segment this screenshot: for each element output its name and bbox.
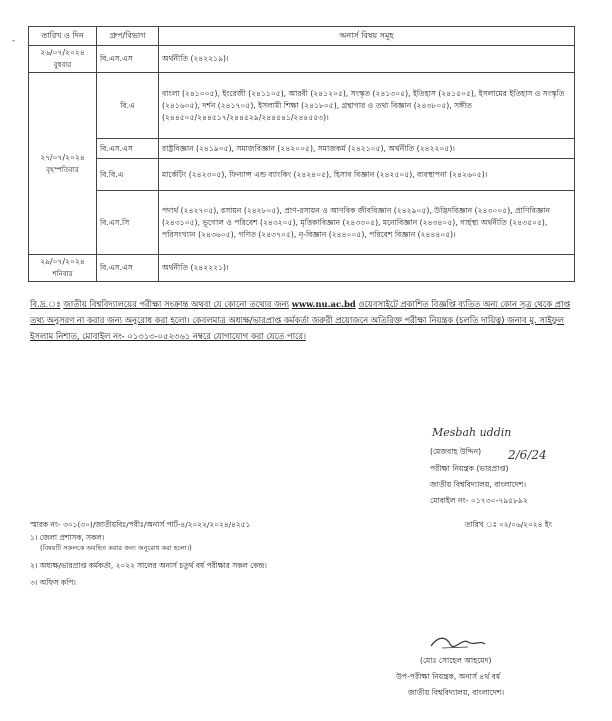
weekday: শনিবার <box>52 270 73 278</box>
note-text-b: ওয়েবসাইটে প্রকাশিত বিজ্ঞপ্তি ব্যতিত অন্য কোন সূত্র থেকে প্রাপ্ত তথ্য অনুসরণ না করার জন্য অনুরোধ করা হলো। কেবলমাত্র অধ্যক্ষ/ভারপ্রাপ্ত কর্মকর্তা জরুরী প্রয়োজনে অতিরিক্ত পরীক্ষা নিয়ন্ত্রক (চলতি দায়িত্ব) জনাব মু. সাইফুল ইসলাম নিশাত, মোবাইল নং- ০১৩১৩-০৫২৩৬১ নম্বরে যোগাযোগ করা যেতে পারে। <box>30 299 571 341</box>
corner-mark: - <box>12 36 15 45</box>
date: ২৭/০৭/২০২৪ <box>40 152 85 162</box>
table-row <box>29 255 575 282</box>
signatory2-title: উপ-পরীক্ষা নিয়ন্ত্রক, অনার্স ৪র্থ বর্ষ <box>396 672 501 681</box>
signature-date: 2/6/24 <box>508 448 547 462</box>
group-cell: বি.এস.এস <box>97 46 159 73</box>
header-date: তারিখ ও দিন <box>29 27 97 46</box>
table-row <box>29 159 575 191</box>
subjects-cell: বাংলা (২৪১০০৫), ইংরেজী (২৪১১০৫), আরবী (২৪১২০৫), সংস্কৃত (২৪১৩০৫), ইতিহাস (২৪১৫০৫), ইসলামের ইতিহাস ও সংস্কৃতি (২৪১৬০৫), দর্শন (২৪১৭০৫), ইসলামী শিক্ষা (২৪১৮০৫), গ্রন্থাগার ও তথ্য বিজ্ঞান (২৪৩৮০৫), সঙ্গীত (২৪৪৫০৫/২৪৪৫১৭/২৪৪৫২৯/২৪৪৫৪১/২৪৪৫৫৩)। <box>159 73 575 139</box>
table-header-row <box>29 27 575 46</box>
group-cell: বি.এস.এস <box>97 139 159 159</box>
date: ২৯/০৭/২০২৪ <box>40 257 85 266</box>
date-cell <box>29 46 97 73</box>
note-text-a: জাতীয় বিশ্ববিদ্যালয়ের পরীক্ষা সংক্রান্ত অথবা যে কোনো তথ্যের জন্য <box>63 299 290 309</box>
group-cell: বি.এস.সি <box>97 191 159 255</box>
group-cell: বি.বি.এ <box>97 159 159 191</box>
list-item-note: (বিষয়টি সকলকে অবহিত করার জন্য অনুরোধ করা হলো।) <box>40 544 192 552</box>
subjects-cell: অর্থনীতি (২৪২২১৯)। <box>159 46 575 73</box>
website-link[interactable]: www.nu.ac.bd <box>291 299 356 309</box>
notice-paragraph <box>30 296 582 344</box>
date-cell <box>29 255 97 282</box>
header-subjects: অনার্স বিষয় সমূহ <box>159 27 575 46</box>
note-prefix: বি.দ্র.ঃ <box>30 299 61 309</box>
date: ২৬/০৭/২০২৪ <box>40 48 85 57</box>
signatory1-org: জাতীয় বিশ্ববিদ্যালয়, বাংলাদেশ। <box>430 480 527 489</box>
signatory2-org: জাতীয় বিশ্ববিদ্যালয়, বাংলাদেশ। <box>408 688 505 697</box>
memo-reference: স্মারক নং- ৩০১(৩০)/জাতীয়বিঃ/পরীঃ/অনার্স পার্ট-৪/২০২২/২০২৪/৪২৫১ <box>30 520 251 529</box>
group-cell: বি.এ <box>97 73 159 139</box>
subjects-cell: অর্থনীতি (২৪২২২১)। <box>159 255 575 282</box>
memo-date: তারিখ ঃ ০২/০৬/২০২৪ ইং <box>465 520 552 529</box>
signatory1-name: (মেজবাহ উদ্দিন) <box>430 447 482 456</box>
group-cell: বি.এস.এস <box>97 255 159 282</box>
table-row <box>29 191 575 255</box>
signatory1-mobile: মোবাইল নং- ০১৭৩০-৭৯৫৮৯২ <box>430 496 528 505</box>
subjects-cell: মার্কেটিং (২৪২৩০৫), ফিন্যান্স এন্ড ব্যাংকিং (২৪২৪০৫), হিসাব বিজ্ঞান (২৪২৫০৫), ব্যবস্থাপনা (২৪২৬০৫)। <box>159 159 575 191</box>
table-row <box>29 46 575 73</box>
list-item: ৩। অফিস কপি। <box>30 578 76 587</box>
signatory1-title: পরীক্ষা নিয়ন্ত্রক (ভারপ্রাপ্ত) <box>430 464 509 473</box>
distribution-list <box>30 532 590 588</box>
list-item: ১। জেলা প্রশাসক, সকল। <box>30 533 105 542</box>
subjects-cell: পদার্থ (২৪২৭০৫), রসায়ন (২৪২৮০৫), প্রাণ-রসায়ন ও আণবিক জীববিজ্ঞান (২৪২৯০৫), উদ্ভিদবিজ্ঞান (২৪৩০০৫), প্রাণিবিজ্ঞান (২৪৩১০৫), ভূগোল ও পরিবেশ (২৪৩২০৫), মৃত্তিকাবিজ্ঞান (২৪৩৩০৫), মনোবিজ্ঞান (২৪৩৪০৫), গার্হস্থ্য অর্থনীতি (২৪৩৫০৫), পরিসংখ্যান (২৪৩৬০৫), গণিত (২৪৩৭০৫), নৃ-বিজ্ঞান (২৪৪০০৫), পরিবেশ বিজ্ঞান (২৪৪৪০৫)। <box>159 191 575 255</box>
subjects-cell: রাষ্ট্রবিজ্ঞান (২৪১৯০৫), সমাজবিজ্ঞান (২৪২০০৫), সমাজকর্ম (২৪২১০৫), অর্থনীতি (২৪২২০৫)। <box>159 139 575 159</box>
handwritten-signature-2 <box>428 634 488 652</box>
exam-schedule-table <box>28 26 575 282</box>
table-row <box>29 73 575 139</box>
handwritten-signature-1: Mesbah uddin <box>432 426 512 439</box>
table-row <box>29 139 575 159</box>
header-group: গ্রুপ/বিভাগ <box>97 27 159 46</box>
date-cell <box>29 73 97 255</box>
list-item: ২। অধ্যক্ষ/ভারপ্রাপ্ত কর্মকর্তা, ২০২২ সালের অনার্স চতুর্থ বর্ষ পরীক্ষার সকল কেন্দ্র। <box>30 561 267 570</box>
weekday: বৃহস্পতিবার <box>46 165 79 174</box>
weekday: বুধবার <box>53 61 72 69</box>
signatory2-name: (মোঃ সোহেল আহমেদ) <box>420 656 492 665</box>
